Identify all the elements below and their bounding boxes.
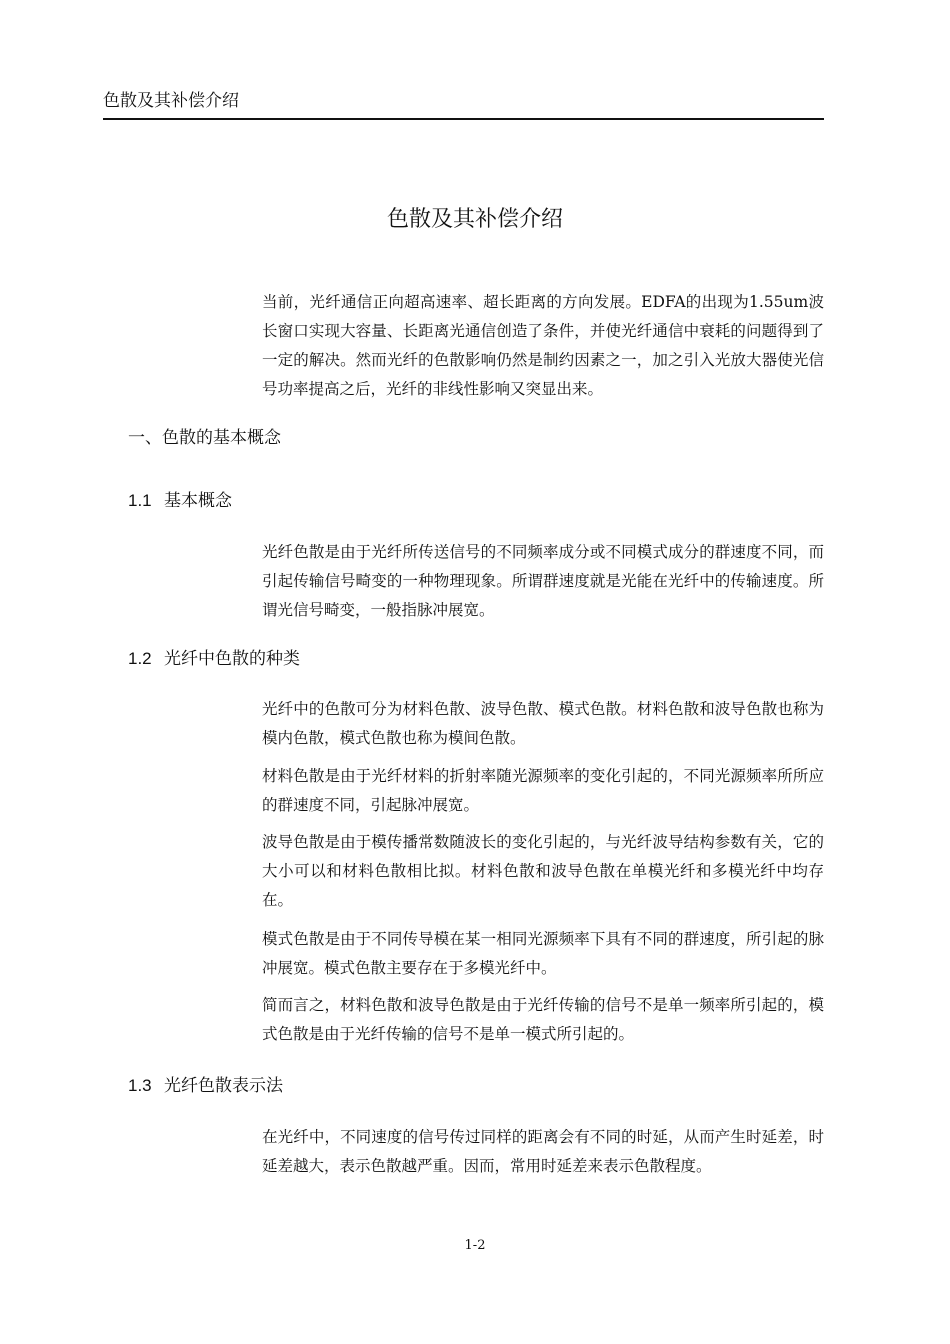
section-1-2-paragraph-1: 光纤中的色散可分为材料色散、波导色散、模式色散。材料色散和波导色散也称为模内色散，模式色散也称为模间色散。 (262, 700, 824, 747)
section-1-2-paragraph-5: 简而言之，材料色散和波导色散是由于光纤传输的信号不是单一频率所引起的，模式色散是由于光纤传输的信号不是单一模式所引起的。 (262, 996, 824, 1043)
running-header (103, 90, 824, 120)
section-1-2-paragraph-3: 波导色散是由于模传播常数随波长的变化引起的，与光纤波导结构参数有关，它的大小可以和材料色散相比拟。材料色散和波导色散在单模光纤和多模光纤中均存在。 (262, 833, 824, 909)
section-1-3-title: 光纤色散表示法 (164, 1076, 283, 1096)
section-1-1-number: 1.1 (128, 491, 152, 510)
section-1-2-paragraph-4: 模式色散是由于不同传导模在某一相同光源频率下具有不同的群速度，所引起的脉冲展宽。模式色散主要存在于多模光纤中。 (262, 930, 824, 977)
section-1-3-heading (128, 1073, 283, 1099)
section-1-3-number: 1.3 (128, 1076, 152, 1095)
running-header-title: 色散及其补偿介绍 (103, 91, 239, 111)
document-title: 色散及其补偿介绍 (386, 207, 563, 232)
intro-paragraph: 当前，光纤通信正向超高速率、超长距离的方向发展。EDFA的出现为1.55um波长窗口实现大容量、长距离光通信创造了条件，并使光纤通信中衰耗的问题得到了一定的解决。然而光纤的色散影响仍然是制约因素之一，加之引入光放大器使光信号功率提高之后，光纤的非线性影响又突显出来。 (262, 293, 824, 398)
section-1-2-number: 1.2 (128, 649, 152, 668)
section-1-heading: 一、色散的基本概念 (128, 428, 281, 448)
section-1-3-paragraph-1: 在光纤中，不同速度的信号传过同样的距离会有不同的时延，从而产生时延差，时延差越大，表示色散越严重。因而，常用时延差来表示色散程度。 (262, 1128, 824, 1175)
section-1-1-heading (128, 488, 232, 514)
section-1-1-title: 基本概念 (164, 491, 232, 511)
page-number: 1-2 (464, 1238, 486, 1253)
section-1-2-heading (128, 646, 300, 672)
section-1-1-paragraph-1: 光纤色散是由于光纤所传送信号的不同频率成分或不同模式成分的群速度不同，而引起传输信号畸变的一种物理现象。所谓群速度就是光能在光纤中的传输速度。所谓光信号畸变，一般指脉冲展宽。 (262, 543, 824, 619)
section-1-2-title: 光纤中色散的种类 (164, 649, 300, 669)
section-1-2-paragraph-2: 材料色散是由于光纤材料的折射率随光源频率的变化引起的，不同光源频率所所应的群速度不同，引起脉冲展宽。 (262, 767, 824, 814)
